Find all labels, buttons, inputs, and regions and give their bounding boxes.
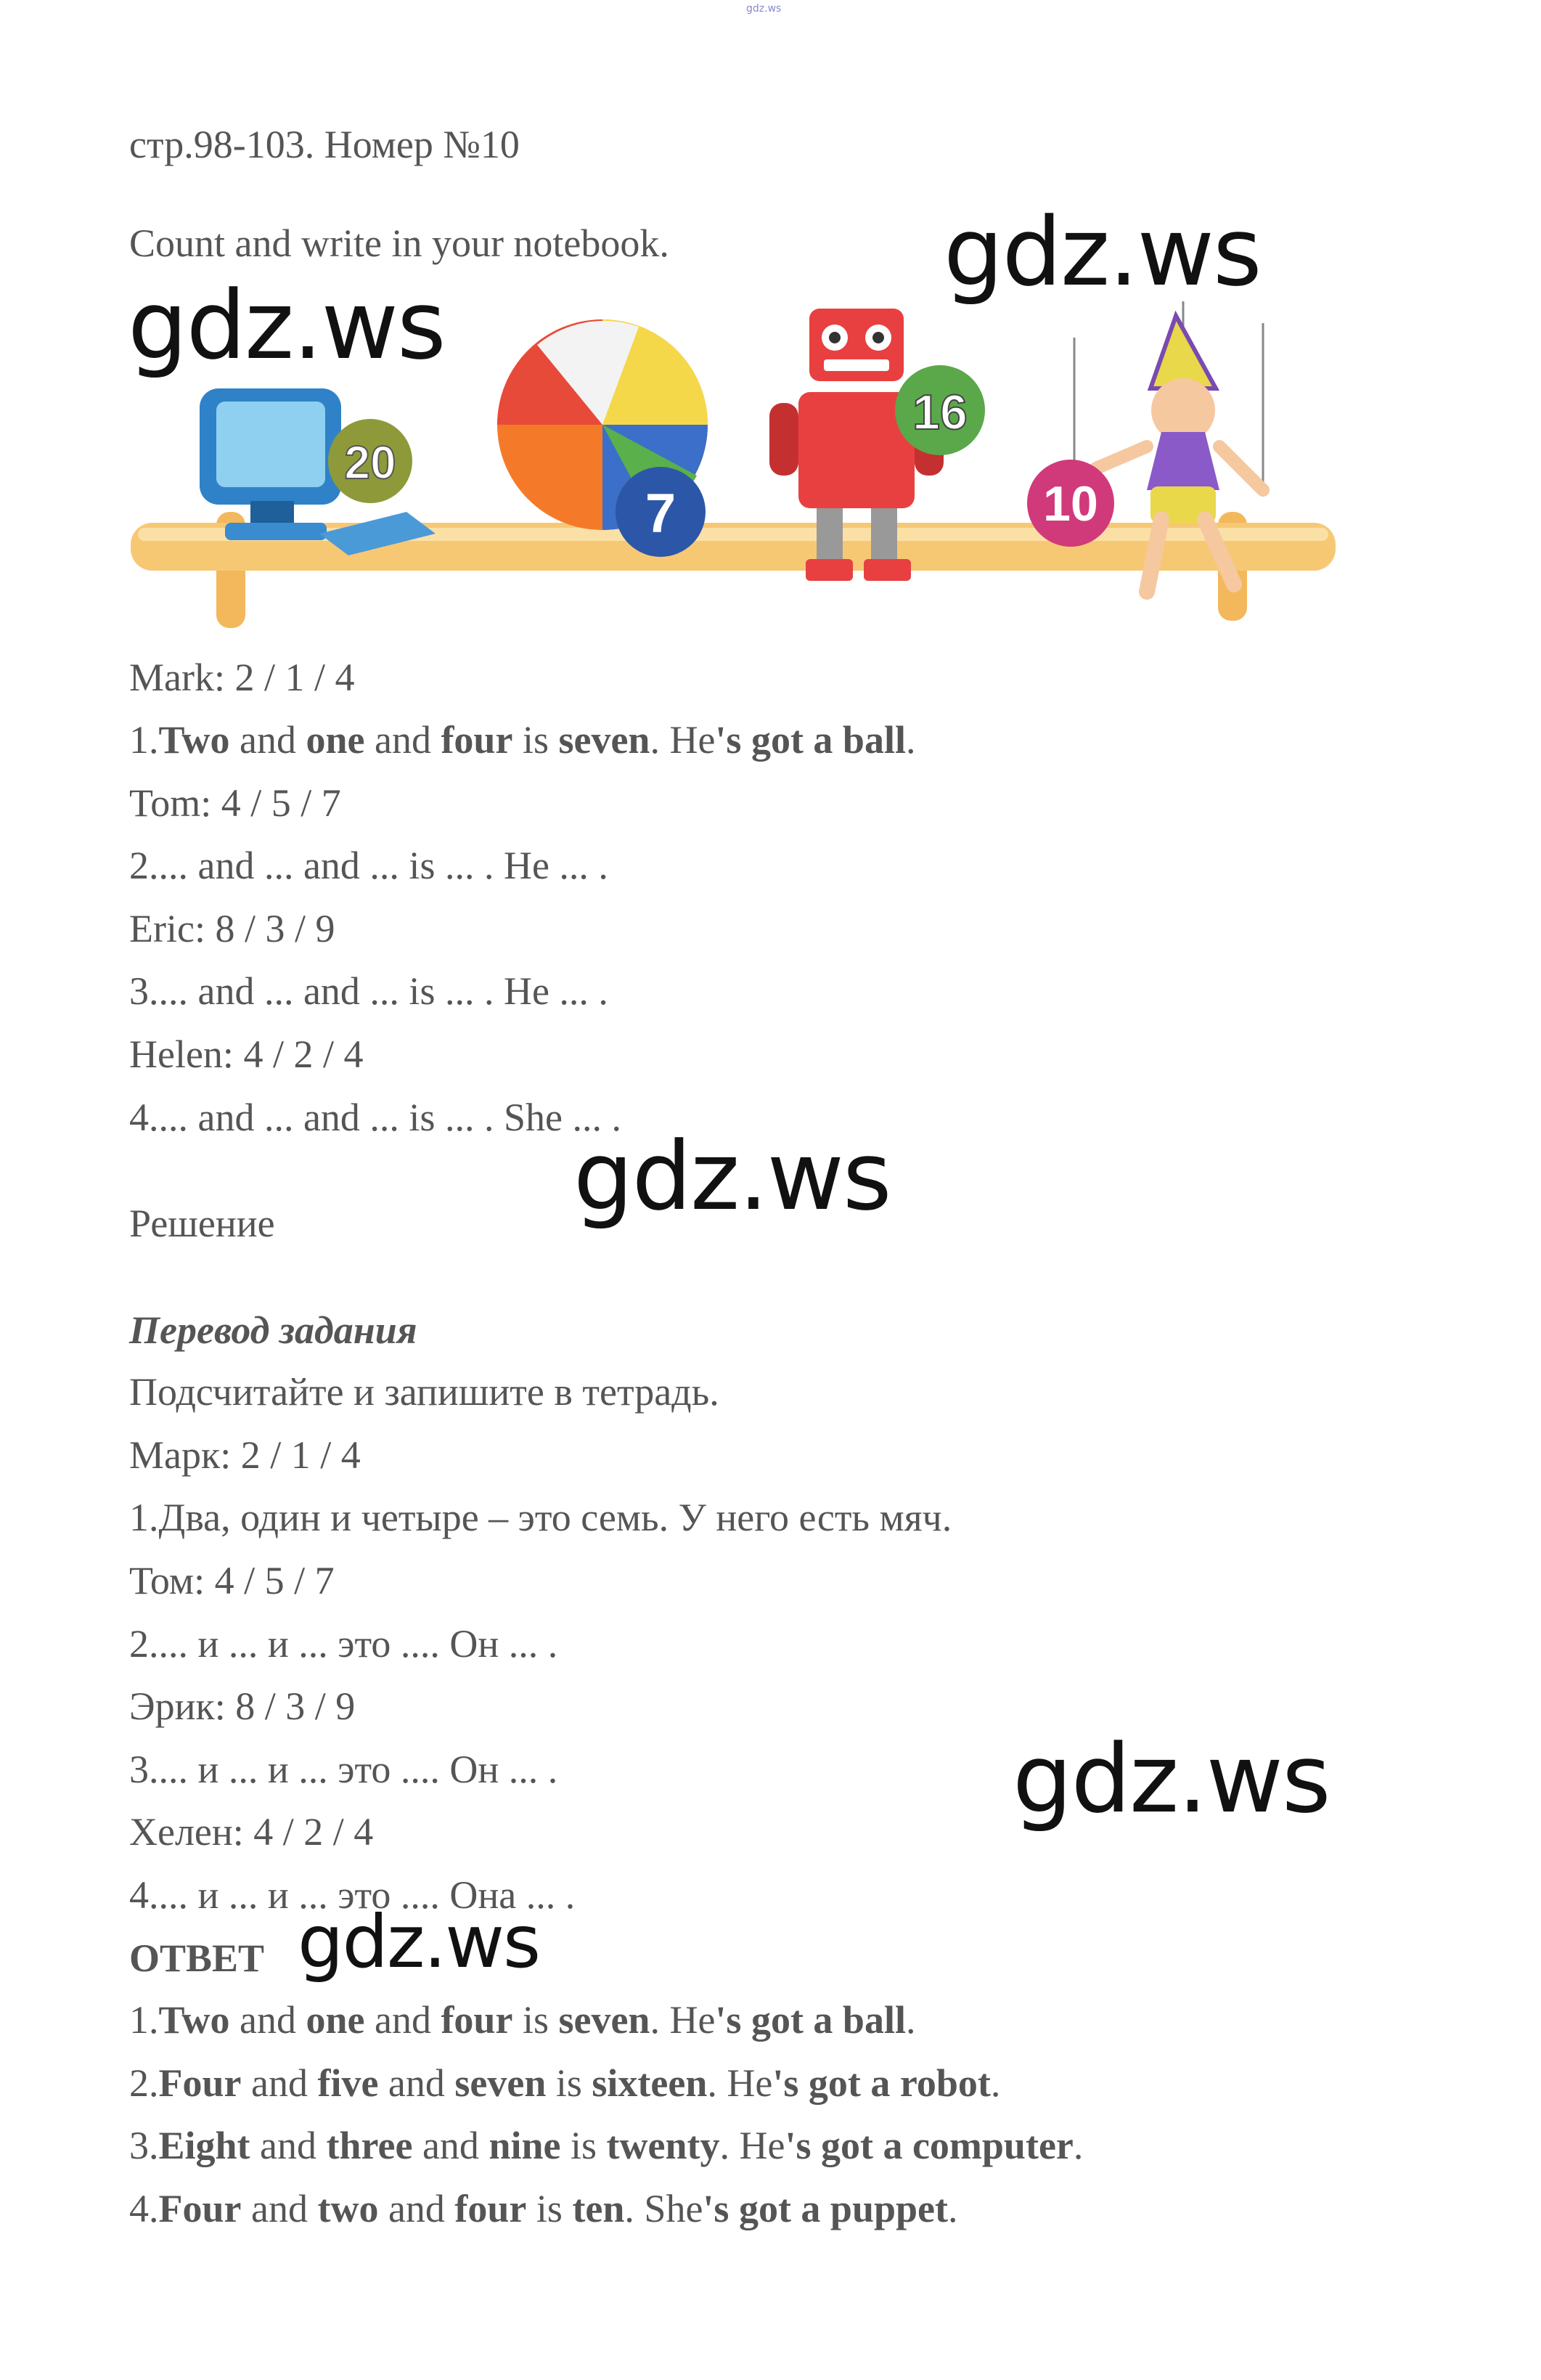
top-watermark: gdz.ws [746,3,782,15]
page-header: стр.98-103. Номер №10 [129,123,520,166]
computer-number: 20 [344,436,396,489]
solution-label: Решение [129,1202,275,1245]
answer-line-2: 2.Four and five and seven is sixteen. He's got a robot. [129,2061,1001,2105]
translation-sentence-2: 2.... и ... и ... это .... Он ... . [129,1622,558,1666]
task-helen: Helen: 4 / 2 / 4 [129,1032,364,1076]
robot-number: 16 [912,385,968,440]
answer-line-1: 1.Two and one and four is seven. He's got a ball. [129,1998,916,2042]
puppet-number: 10 [1043,476,1098,531]
translation-helen: Хелен: 4 / 2 / 4 [129,1810,374,1854]
watermark: gdz.ws [944,197,1261,307]
task-sentence-3: 3.... and ... and ... is ... . He ... . [129,969,608,1013]
instruction: Count and write in your notebook. [129,221,669,265]
watermark: gdz.ws [573,1121,891,1231]
task-tom: Tom: 4 / 5 / 7 [129,781,341,825]
task-sentence-1: 1.Two and one and four is seven. He's got a ball. [129,718,916,762]
answer-line-3: 3.Eight and three and nine is twenty. He's got a computer. [129,2124,1084,2167]
translation-title: Перевод задания [129,1308,417,1352]
translation-mark: Марк: 2 / 1 / 4 [129,1433,361,1477]
task-sentence-2: 2.... and ... and ... is ... . He ... . [129,844,608,887]
ball-number: 7 [645,483,677,545]
toys-on-shelf-illustration [131,301,1336,643]
task-sentence-4: 4.... and ... and ... is ... . She ... . [129,1096,621,1139]
computer-image [200,388,436,555]
translation-tom: Том: 4 / 5 / 7 [129,1559,335,1602]
translation-sentence-4: 4.... и ... и ... это .... Она ... . [129,1873,576,1917]
watermark: gdz.ws [298,1899,540,1984]
answer-label: ОТВЕТ [129,1936,265,1980]
translation-sentence-1: 1.Два, один и четыре – это семь. У него есть мяч. [129,1496,952,1539]
task-eric: Eric: 8 / 3 / 9 [129,907,335,950]
translation-instruction: Подсчитайте и запишите в тетрадь. [129,1370,719,1414]
ball-image [497,319,708,557]
answer-line-4: 4.Four and two and four is ten. She's got a puppet. [129,2187,958,2230]
watermark: gdz.ws [128,270,445,380]
watermark: gdz.ws [1013,1724,1330,1834]
task-mark: Mark: 2 / 1 / 4 [129,656,355,699]
translation-sentence-3: 3.... и ... и ... это .... Он ... . [129,1748,558,1791]
translation-eric: Эрик: 8 / 3 / 9 [129,1684,356,1728]
